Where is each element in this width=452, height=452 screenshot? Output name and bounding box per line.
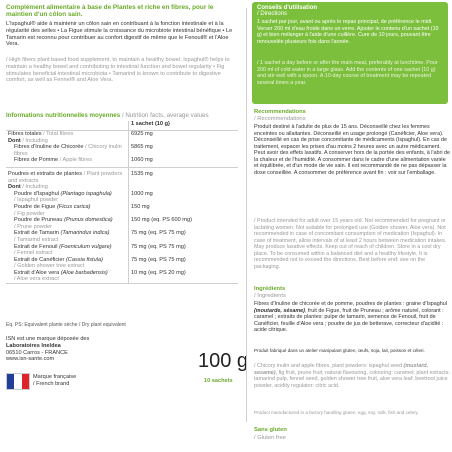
net-weight: 100 g: [198, 350, 249, 372]
table-row: Fibres de Pomme / Apple fibres 1060 mg: [6, 157, 238, 167]
dry-plant-note: Eq. PS: Equivalent plante sèche / Dry plant equivalent: [6, 322, 126, 328]
nutrition-header-row: [6, 121, 238, 131]
nutrition-title-en: / Nutrition facts, average values: [121, 112, 209, 119]
nutrition-table: [6, 121, 238, 284]
nutrition-col-header: 1 sachet (10 g): [129, 121, 239, 131]
gluten-free-subtitle: / Gluten free: [254, 435, 286, 441]
sachet-count: 10 sachets: [204, 378, 233, 384]
ingredients-title: Ingrédients: [254, 286, 286, 292]
trademark-line: ISN est une marque déposée des: [6, 336, 90, 342]
table-row: Fibres totales / Total fibres 6925 mg: [6, 131, 238, 138]
table-row: Extrait d'Aloe vera (Aloe barbadensis) / Aloe vera extract 10 mg (eq. PS 20 mg): [6, 270, 238, 284]
recommendations-body-en: / Product intended for adult over 15 years old. Not recommended for pregnant or lactating women. Not suitable for prolonged use (Golden shower, Aloe vera). Not recommended in case of concomitant consumption of medication (Ispaghul). In case of treatment, allow intervals of at least 2 hours between medication intakes. May produce laxative effects. Keep out of reach of children. Store in a cool dry place. To be consumed within a balanced diet and a healthy lifestyle. It is recommended not to exceed the directions. Best before end: see on the packaging.: [254, 218, 447, 270]
table-row: Fibres d'Inuline de Chicorée / Chicory inulin fibres 5865 mg: [6, 144, 238, 157]
table-row: Extrait de Canéficier (Cassia fistula) / Golden shower tree extract 75 mg (eq. PS 75 mg): [6, 257, 238, 270]
usage-body-en: / 1 sachet a day before or after the main meal, preferably at lunchtime. Pour 200 ml of cold water in a large glass. Add the contents of one sachet (10 g) and stir well with a spoon. A 10-day course of treatment may be repeated several times a year.: [257, 60, 438, 86]
company-address: 06510 Carros - FRANCE: [6, 349, 68, 356]
table-row: Dont / Including: [6, 184, 238, 191]
table-row: Dont / Including: [6, 138, 238, 145]
column-divider: [246, 8, 247, 422]
recommendations-body: Produit destiné à l'adulte de plus de 15 ans. Déconseillé chez les femmes enceintes ou allaitantes. Déconseillé en usage prolongé (Canéficier, Aloe vera). Déconseillé en cas de prise concomitante de médicaments (Ispaghul). En cas de traitement, espacer les prises d'au moins 2 heures avec un autre médicament. Peut avoir des effets laxatifs. A conserver hors de la portée des enfants, à l'abri de la chaleur et de l'humidité. A consommer dans le cadre d'une alimentation variée et équilibrée, et d'un mode de vie sain. Il est recommandé de ne pas dépasser la dose conseillée. A consommer de préférence avant fin : voir sur l'emballage.: [254, 124, 451, 176]
table-row: Poudre d'Ispaghul (Plantago ispaghula) / Ispaghul powder 1000 mg: [6, 191, 238, 204]
company-website: www.isn-sante.com: [6, 356, 55, 363]
recommendations-title: Recommendations: [254, 109, 306, 115]
french-flag-icon: [6, 373, 30, 390]
table-row: Poudre de Figue (Ficus carica) / Fig powder 150 mg: [6, 204, 238, 217]
usage-box: [252, 2, 448, 104]
company-info: [6, 336, 89, 363]
gluten-free-title: Sans gluten: [254, 427, 287, 433]
allergen-note: Produit fabriqué dans un atelier manipulant gluten, œufs, soja, lait, poisson et céleri.: [254, 348, 425, 353]
table-row: Poudres et extraits de plantes / Plant powders and extracts 1535 mg: [6, 167, 238, 184]
intro-body: L'Ispaghul® aide à maintenir un côlon sain en contribuant à la fonction intestinale et à la régularité des selles • La Figue stimule la croissance du microbiote intestinal bénéfique • Le Tamarin est reconnu pour contribuer au confort digestif de même que le Fenouil® et l'Aloe Vera.: [6, 21, 233, 48]
ingredients-body-en: / Chicory inulin and apple fibres, plant powders: ispaghul seed (mustard, sesame), fig fruit, prune fruit; natural flavouring, colouring: caramel; plant extracts: tamarind pulp, fennel seed, golden shower tree fruit, aloe vera leaf; beetroot juice powder, acidity regulator: citric acid.: [254, 363, 450, 389]
intro-title: Complément alimentaire à base de Plantes et riche en fibres, pour le maintien d'un côlon sain.: [6, 4, 214, 19]
usage-body: 1 sachet par jour, avant ou après le repas principal, de préférence le midi. Verser 200 ml d'eau froide dans un verre. Ajouter le contenu d'un sachet (10 g) et bien mélanger à l'aide d'une cuillère. Cure de 10 jours, pouvant être renouvelée plusieurs fois dans l'année.: [257, 19, 439, 45]
intro-body-en: / High fibers plant based food supplement, to maintain a healthy bowel. Ispaghul® helps to maintain a healthy bowel and contributing to intestinal function and bowel regularity • Fig stimulates beneficial intestinal microbiota • Tamarind is known to contribute to digestive comfort, as well as Fennel® and Aloe Vera.: [6, 57, 230, 84]
ingredients-subtitle: / Ingredients: [254, 293, 286, 299]
allergen-note-en: Product manufactured in a factory handling gluten, egg, soy, milk, fish and celery.: [254, 410, 419, 415]
company-name: Laboratoires Ineldea: [6, 342, 61, 349]
table-row: Poudre de Pruneau (Prunus domestica) / Prune powder 150 mg (eq. PS 600 mg): [6, 217, 238, 230]
nutrition-title: [6, 112, 238, 119]
usage-title: Conseils d'utilisation / Directions: [257, 5, 318, 17]
nutrition-title-fr: Informations nutritionnelles moyennes: [6, 112, 121, 119]
french-brand-label: Marque française / French brand: [33, 374, 77, 387]
table-row: Extrait de Tamarin (Tamarindus indica) / Tamarind extract 75 mg (eq. PS 75 mg): [6, 230, 238, 243]
ingredients-body: Fibres d'Inuline de chicorée et de pomme, poudres de plantes : graine d'Ispaghul (moutarde, sésame), fruit de Figue, fruit de Pruneau ; arôme naturel, colorant : caramel ; extraits de plantes: pulpe de tamarin, semence de Fenouil, fruit de Canéficier, feuille d'Aloe vera ; poudre de jus de betterave, correcteur d'acidité : acide citrique.: [254, 301, 447, 333]
recommendations-subtitle: / Recommendations: [254, 116, 306, 122]
table-row: Extrait de Fenouil (Foeniculum vulgare) / Fennel extract 75 mg (eq. PS 75 mg): [6, 244, 238, 257]
